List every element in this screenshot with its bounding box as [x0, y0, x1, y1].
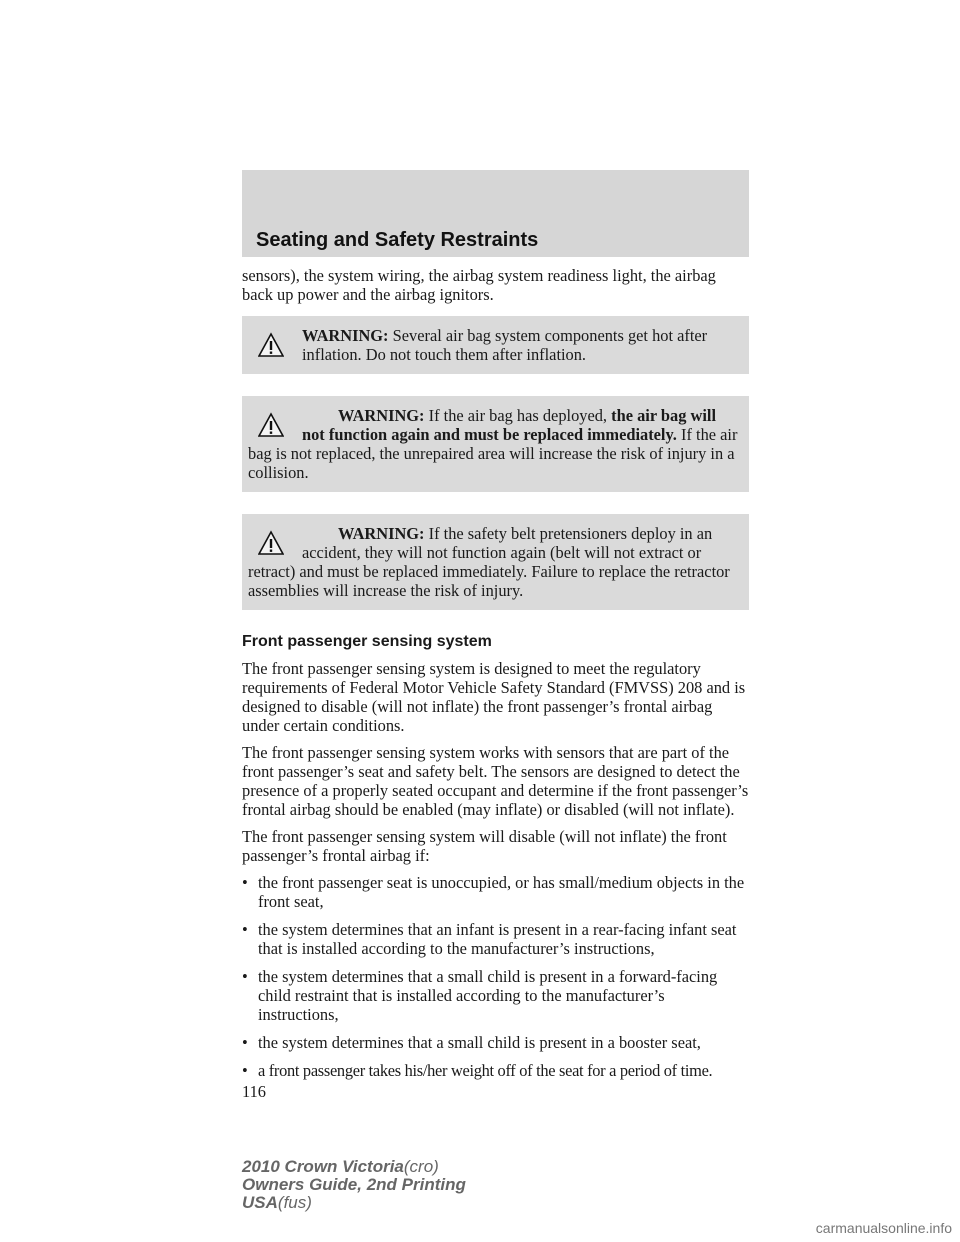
warning-body-bold: the air bag will not function again and must be replaced immediately. — [302, 406, 717, 444]
bullet-icon: • — [242, 873, 248, 892]
bullet-icon: • — [242, 1061, 248, 1080]
watermark: carmanualsonline.info — [815, 1220, 952, 1236]
warning-body-before: If the air bag has deployed, — [428, 406, 608, 425]
list-item — [242, 920, 749, 958]
warning-body: If the safety belt pretensioners deploy in an accident, they will not function again (belt will not extract or retract) and must be replaced immediately. Failure to replace the retractor assemblies will increase the risk of injury. — [248, 524, 730, 600]
warning-text — [248, 406, 741, 482]
warning-triangle-icon — [258, 332, 284, 358]
condition-list — [242, 873, 749, 1080]
body-paragraph: The front passenger sensing system will disable (will not inflate) the front passenger’s frontal airbag if: — [242, 827, 727, 865]
warning-body: Several air bag system components get hot after inflation. Do not touch them after inflation. — [302, 326, 708, 364]
warning-label: WARNING: — [338, 524, 425, 543]
list-item-text: the system determines that a small child is present in a forward-facing child restraint that is installed according to the manufacturer’s instructions, — [258, 967, 718, 1024]
body-paragraph: The front passenger sensing system is designed to meet the regulatory requirements of Federal Motor Vehicle Safety Standard (FMVSS) 208 and is designed to disable (will not inflate) the front passenger’s frontal airbag under certain conditions. — [242, 659, 746, 735]
list-item — [242, 1061, 749, 1080]
list-item — [242, 873, 749, 911]
list-item-text: the front passenger seat is unoccupied, or has small/medium objects in the front seat, — [258, 873, 745, 911]
warning-triangle-icon — [258, 530, 284, 556]
section-heading: Front passenger sensing system — [242, 633, 492, 650]
footer — [242, 1158, 466, 1212]
page-content — [242, 266, 749, 1101]
warning-box-1 — [242, 316, 749, 374]
list-item-text: the system determines that an infant is present in a rear-facing infant seat that is installed according to the manufacturer’s instructions, — [258, 920, 737, 958]
warning-label: WARNING: — [338, 406, 425, 425]
footer-code: (cro) — [403, 1157, 439, 1176]
list-item-text: the system determines that a small child is present in a booster seat, — [258, 1033, 701, 1052]
footer-title: 2010 Crown Victoria — [242, 1157, 404, 1176]
list-item — [242, 1033, 749, 1052]
page-title: Seating and Safety Restraints — [256, 229, 539, 251]
warning-body-after: If the air bag is not replaced, the unrepaired area will increase the risk of injury in a collision. — [248, 425, 738, 482]
warning-triangle-icon — [258, 412, 284, 438]
page-number: 116 — [242, 1082, 266, 1101]
body-paragraph: The front passenger sensing system works with sensors that are part of the front passenger’s seat and safety belt. The sensors are designed to detect the presence of a properly seated occupant and determine if the front passenger’s frontal airbag should be enabled (may inflate) or disabled (will not inflate). — [242, 743, 749, 819]
bullet-icon: • — [242, 920, 248, 939]
warning-box-2 — [242, 396, 749, 492]
warning-label: WARNING: — [302, 326, 389, 345]
bullet-icon: • — [242, 967, 248, 986]
warning-text — [248, 524, 741, 600]
intro-paragraph: sensors), the system wiring, the airbag system readiness light, the airbag back up power and the airbag ignitors. — [242, 266, 716, 304]
list-item — [242, 967, 749, 1024]
footer-region: USA — [242, 1193, 278, 1212]
list-item-text: a front passenger takes his/her weight off of the seat for a period of time. — [258, 1061, 713, 1080]
footer-region-code: (fus) — [277, 1193, 312, 1212]
warning-text — [248, 326, 741, 364]
bullet-icon: • — [242, 1033, 248, 1052]
warning-box-3 — [242, 514, 749, 610]
footer-edition: Owners Guide, 2nd Printing — [242, 1175, 466, 1194]
